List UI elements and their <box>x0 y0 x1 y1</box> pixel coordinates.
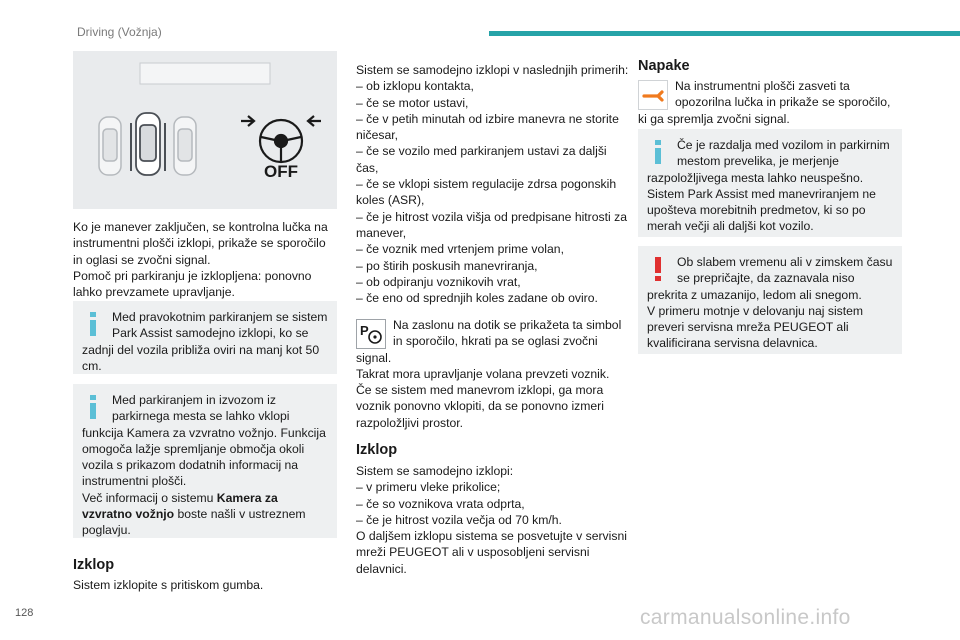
warning-exclamation-icon <box>647 256 669 282</box>
parked-car-right-icon <box>174 117 196 175</box>
paragraph-switch-off: Sistem izklopite s pritiskom gumba. <box>73 578 264 592</box>
note-reverse-camera-text: Med parkiranjem in izvozom iz parkirnega mesta se lahko vklopi funkcija Kamera za vzvratno vožnjo. Funkcija omogoča lažje spremljanje območja okoli vozila s prikazom dodatnih informacij na instrumentni plošči. <box>82 393 326 489</box>
park-assist-drawing <box>73 51 337 209</box>
note-distance-text: Če je razdalja med vozilom in parkirnim mestom prevelika, je merjenje razpoložljivega mesta lahko neuspešno. Sistem Park Assist med manevriranjem ne upošteva morebitnih predmetov, ki so po merah večji ali daljši kot vozilo. <box>647 138 890 234</box>
steering-wheel-off-icon <box>241 116 321 162</box>
park-assist-illustration <box>73 51 337 209</box>
page-header-title: Driving (Vožnja) <box>77 25 162 39</box>
note-weather-text: Ob slabem vremenu ali v zimskem času se prepričajte, da zaznavala niso prekrita z umazanijo, ledom ali snegom. V primeru motnje v delovanju naj sistem preveri servisna mreža PEUGEOT ali kvalificirana servisna delavnica. <box>647 255 893 351</box>
own-car-icon <box>131 113 165 175</box>
info-note-reverse-camera <box>73 384 337 538</box>
symbol-notice-block <box>356 317 628 431</box>
fault-notice-block <box>638 78 902 127</box>
note-perpendicular-text: Med pravokotnim parkiranjem se sistem Park Assist samodejno izklopi, ko se zadnji del vozila približa oviri na manj kot 50 cm. <box>82 310 328 373</box>
info-note-distance <box>638 129 902 237</box>
section-heading-izklop-1: Izklop <box>73 557 115 573</box>
fault-notice-text: Na instrumentni plošči zasveti ta opozorilna lučka in prikaže se sporočilo, ki ga spremlja zvočni signal. <box>638 79 891 126</box>
info-icon <box>647 139 669 165</box>
header-accent-bar <box>489 31 960 36</box>
section-heading-napake: Napake <box>638 58 690 74</box>
note-reverse-camera-more: Več informacij o sistemu Kamera za vzvratno vožnjo boste našli v ustreznem poglavju. <box>82 490 306 538</box>
section-heading-izklop-2: Izklop <box>356 442 398 458</box>
parked-car-left-icon <box>99 117 121 175</box>
warning-note-weather <box>638 246 902 354</box>
auto-disable-list-2: Sistem se samodejno izklopi: – v primeru vleke prikolice; – če so voznikova vrata odprta, – če je hitrost vozila večja od 70 km/h. O daljšem izklopu sistema se posvetujte v servisni mreži PEUGEOT ali v usposobljeni servisni delavnici. <box>356 464 627 576</box>
watermark: carmanualsonline.info <box>640 606 851 629</box>
symbol-notice-text: Na zaslonu na dotik se prikažeta ta simbol in sporočilo, hkrati pa se oglasi zvočni signal. Takrat mora upravljanje volana prevzeti voznik. Če se sistem med manevrom izklopi, ga mora voznik ponovno vklopiti, da se ponovno izmeri razpoložljivi prostor. <box>356 318 622 430</box>
svg-text:P: P <box>360 323 369 338</box>
auto-disable-list: Sistem se samodejno izklopi v naslednjih primerih: – ob izklopu kontakta, – če se motor ustavi, – če v petih minutah od izbire manevra ne storite ničesar, – če se vozilo med parkiranjem ustavi za daljši čas, – če se vklopi sistem regulacije zdrsa pogonskih koles (ASR), – če je hitrost vozila višja od predpisane hitrosti za manever, – če voznik med vrtenjem prime volan, – po štirih poskusih manevriranja, – ob odpiranju voznikovih vrat, – če eno od sprednjih koles zadane ob oviro. <box>356 63 629 306</box>
info-icon <box>82 311 104 337</box>
wrench-warning-icon <box>638 80 668 110</box>
info-icon <box>82 394 104 420</box>
paragraph-maneuver-end: Ko je manever zaključen, se kontrolna lučka na instrumentni plošči izklopi, prikaže se sporočilo in oglasi se zvočni signal. Pomoč pri parkiranju je izklopljena: ponovno lahko prevzamete upravljanje. <box>73 220 328 300</box>
info-note-perpendicular <box>73 301 337 374</box>
off-label: OFF <box>264 162 298 181</box>
page-number: 128 <box>15 607 34 619</box>
park-assist-symbol-icon <box>356 319 386 349</box>
